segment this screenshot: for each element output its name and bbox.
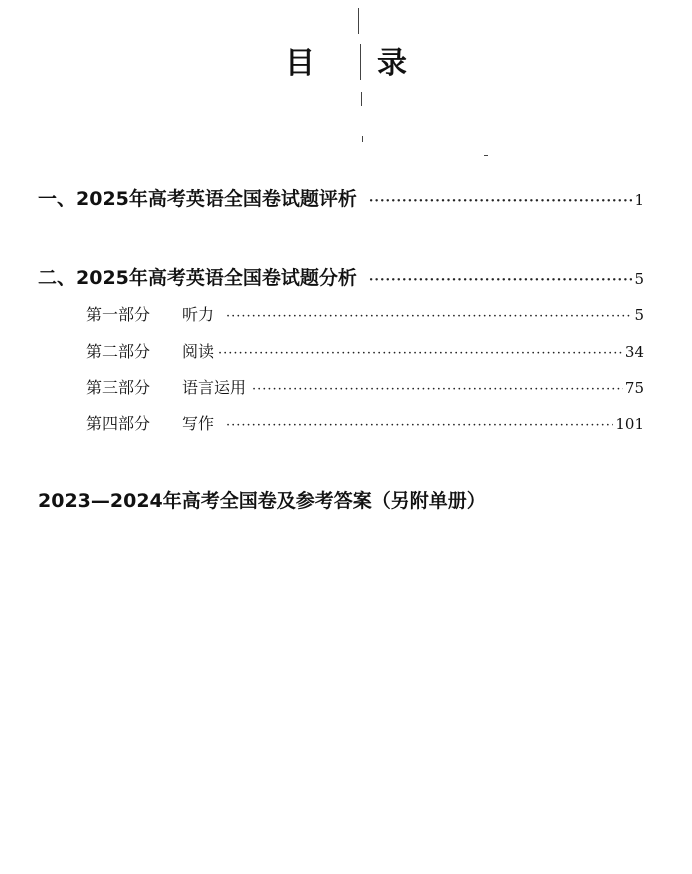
- scan-artifact: [361, 92, 362, 106]
- part-4-page: 101: [615, 415, 644, 433]
- scan-artifact: [360, 44, 361, 80]
- part-3-number: 第三部分: [86, 378, 151, 397]
- section-1-page: 1: [634, 191, 644, 209]
- toc-entry-section-1[interactable]: [38, 184, 644, 211]
- toc-entry-part-3[interactable]: [86, 375, 644, 398]
- part-3-name: 语言运用: [182, 378, 247, 397]
- toc-entry-appendix[interactable]: 2023—2024年高考全国卷及参考答案（另附单册）: [38, 490, 486, 512]
- part-4-number: 第四部分: [86, 414, 151, 433]
- part-1-number: 第一部分: [86, 305, 151, 324]
- part-3-page: 75: [624, 379, 644, 397]
- dot-leader: [369, 274, 633, 287]
- dot-leader: [226, 310, 632, 323]
- part-2-page: 34: [624, 343, 644, 361]
- scan-artifact: [362, 136, 363, 142]
- toc-entry-section-2[interactable]: [38, 263, 644, 290]
- page-title: [0, 38, 692, 82]
- title-char-2: 录: [377, 46, 407, 81]
- dot-leader: [369, 195, 633, 208]
- scan-artifact: [484, 155, 488, 156]
- toc-entry-part-4[interactable]: [86, 411, 644, 434]
- title-char-1: 目: [285, 46, 315, 81]
- toc-entry-part-1[interactable]: [86, 302, 644, 325]
- toc-entry-part-2[interactable]: [86, 339, 644, 362]
- part-2-name: 阅读: [182, 342, 215, 361]
- section-2-page: 5: [634, 270, 644, 288]
- part-1-name: 听力: [182, 305, 215, 324]
- part-4-name: 写作: [182, 414, 215, 433]
- dot-leader: [252, 383, 623, 396]
- section-1-label: 一、2025年高考英语全国卷试题评析: [38, 188, 357, 210]
- part-2-number: 第二部分: [86, 342, 151, 361]
- scan-artifact: [358, 8, 359, 34]
- part-1-page: 5: [634, 306, 644, 324]
- dot-leader: [226, 419, 613, 432]
- dot-leader: [218, 347, 623, 360]
- section-2-label: 二、2025年高考英语全国卷试题分析: [38, 267, 357, 289]
